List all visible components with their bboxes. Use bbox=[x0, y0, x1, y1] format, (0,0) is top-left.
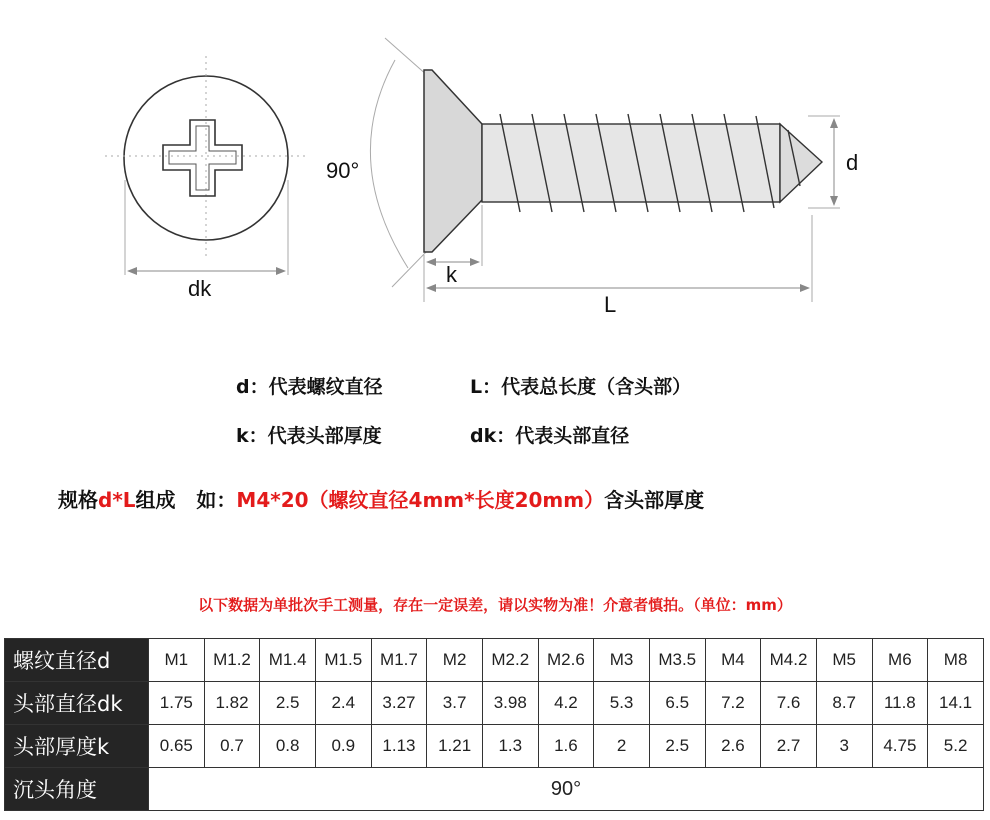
L-label: L bbox=[604, 292, 617, 317]
definition-L-text: ：代表总长度（含头部） bbox=[482, 376, 692, 398]
spec-prefix: 规格 bbox=[58, 488, 98, 512]
table-cell: 6.5 bbox=[649, 682, 705, 725]
table-cell: 3.98 bbox=[482, 682, 538, 725]
angle-row bbox=[5, 768, 984, 811]
table-cell: 2.4 bbox=[315, 682, 371, 725]
table-cell: 3 bbox=[816, 725, 872, 768]
table-cell: 1.13 bbox=[371, 725, 427, 768]
angle-label: 90° bbox=[326, 158, 360, 183]
table-cell: 1.3 bbox=[482, 725, 538, 768]
definition-dk-key: dk bbox=[470, 425, 497, 447]
table-cell: 3.7 bbox=[427, 682, 483, 725]
table-cell: 1.82 bbox=[204, 682, 260, 725]
table-cell: M1.4 bbox=[260, 639, 316, 682]
table-row bbox=[5, 639, 984, 682]
angle-value: 90° bbox=[149, 768, 984, 811]
table-cell: 5.3 bbox=[594, 682, 650, 725]
spec-formula: d*L bbox=[98, 488, 136, 512]
table-cell: M2 bbox=[427, 639, 483, 682]
table-cell: M5 bbox=[816, 639, 872, 682]
table-cell: 1.75 bbox=[149, 682, 205, 725]
definition-L-key: L bbox=[470, 376, 483, 398]
d-label: d bbox=[846, 150, 859, 175]
table-cell: 14.1 bbox=[928, 682, 984, 725]
table-cell: 0.9 bbox=[315, 725, 371, 768]
table-cell: 0.8 bbox=[260, 725, 316, 768]
measurement-note: 以下数据为单批次手工测量，存在一定误差，请以实物为准！介意者慎拍。（单位：mm） bbox=[198, 596, 792, 614]
table-cell: M3 bbox=[594, 639, 650, 682]
definition-dk bbox=[470, 421, 629, 448]
table-cell: 8.7 bbox=[816, 682, 872, 725]
k-label: k bbox=[446, 262, 457, 287]
table-cell: M1.7 bbox=[371, 639, 427, 682]
table-cell: 4.2 bbox=[538, 682, 594, 725]
angle-row-header: 沉头角度 bbox=[5, 768, 149, 811]
table-cell: M1.2 bbox=[204, 639, 260, 682]
table-cell: 4.75 bbox=[872, 725, 928, 768]
table-cell: M3.5 bbox=[649, 639, 705, 682]
definition-d-text: ：代表螺纹直径 bbox=[249, 376, 383, 398]
definition-k bbox=[236, 421, 382, 448]
definition-d bbox=[236, 372, 383, 399]
table-cell: 1.21 bbox=[427, 725, 483, 768]
table-cell: 0.7 bbox=[204, 725, 260, 768]
spec-line bbox=[58, 484, 704, 513]
spec-table bbox=[4, 638, 984, 811]
spec-example-tail: 含头部厚度 bbox=[604, 488, 705, 512]
row-header: 头部厚度k bbox=[5, 725, 149, 768]
table-cell: 0.65 bbox=[149, 725, 205, 768]
table-cell: 7.2 bbox=[705, 682, 761, 725]
table-cell: 7.6 bbox=[761, 682, 817, 725]
table-cell: 2.7 bbox=[761, 725, 817, 768]
table-cell: M4 bbox=[705, 639, 761, 682]
definition-k-key: k bbox=[236, 425, 249, 447]
spec-example-value: M4*20（螺纹直径4mm*长度20mm） bbox=[236, 488, 605, 512]
table-row bbox=[5, 682, 984, 725]
head-top-view bbox=[105, 56, 305, 275]
row-header: 螺纹直径d bbox=[5, 639, 149, 682]
table-cell: 2.5 bbox=[649, 725, 705, 768]
screw-diagram bbox=[0, 0, 990, 330]
definition-dk-text: ：代表头部直径 bbox=[496, 425, 630, 447]
definition-d-key: d bbox=[236, 376, 250, 398]
table-cell: 1.6 bbox=[538, 725, 594, 768]
definition-k-text: ：代表头部厚度 bbox=[248, 425, 382, 447]
dk-label: dk bbox=[188, 276, 212, 301]
table-cell: M2.2 bbox=[482, 639, 538, 682]
table-cell: 2.6 bbox=[705, 725, 761, 768]
table-cell: M8 bbox=[928, 639, 984, 682]
table-cell: M4.2 bbox=[761, 639, 817, 682]
table-cell: M2.6 bbox=[538, 639, 594, 682]
table-cell: 3.27 bbox=[371, 682, 427, 725]
table-cell: 5.2 bbox=[928, 725, 984, 768]
table-cell: 2.5 bbox=[260, 682, 316, 725]
table-cell: M1.5 bbox=[315, 639, 371, 682]
table-cell: M6 bbox=[872, 639, 928, 682]
definition-L bbox=[470, 372, 691, 399]
spec-suffix: 组成 bbox=[135, 488, 176, 512]
row-header: 头部直径dk bbox=[5, 682, 149, 725]
spec-example-label: 如： bbox=[196, 488, 237, 512]
screw-side-view bbox=[370, 38, 840, 302]
table-row bbox=[5, 725, 984, 768]
table-cell: 11.8 bbox=[872, 682, 928, 725]
table-cell: M1 bbox=[149, 639, 205, 682]
table-cell: 2 bbox=[594, 725, 650, 768]
